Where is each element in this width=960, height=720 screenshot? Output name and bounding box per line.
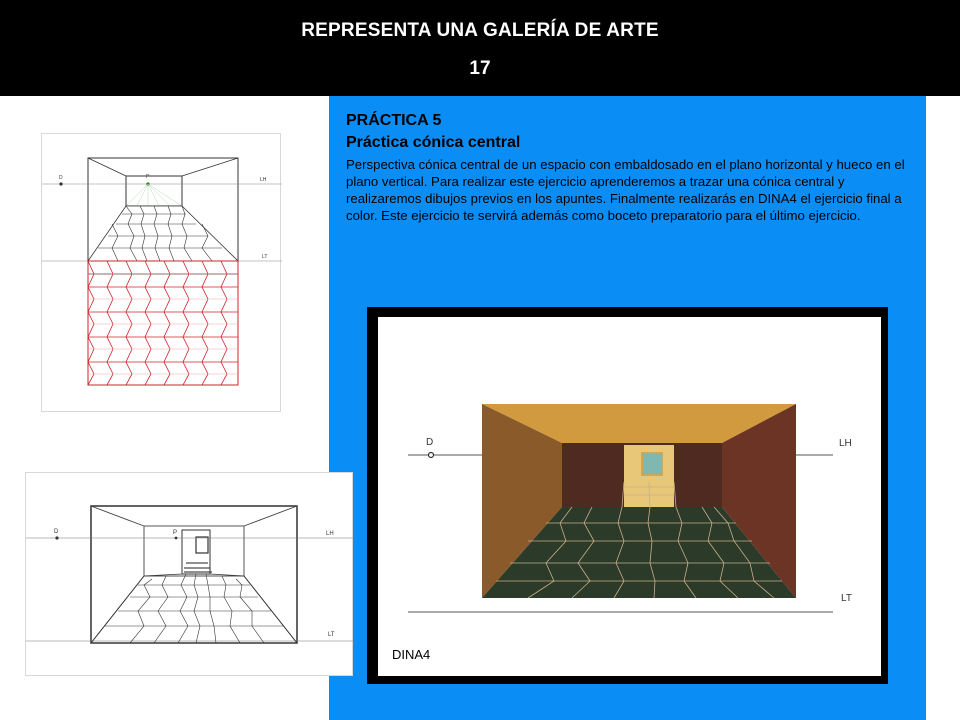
sketch-corridor-image [26,473,354,677]
dina4-label: DINA4 [392,647,431,662]
lt-label-2: LT [328,632,335,638]
sketch-red-tiles-image [42,134,282,413]
final-d-label: D [426,437,434,448]
practice-subheading: Práctica cónica central [346,134,521,151]
sketch-corridor [25,472,353,676]
final-lt-label: LT [841,593,852,604]
page-title: REPRESENTA UNA GALERÍA DE ARTE [301,20,659,41]
final-lh-label: LH [839,438,852,449]
header-bar [0,0,960,96]
page-number: 17 [469,58,491,79]
p-label: P [146,174,150,180]
lt-label: LT [262,254,268,260]
final-drawing [378,317,881,676]
final-drawing-image [378,317,881,676]
p-label-2: P [173,530,178,536]
sketch-red-tiles [41,133,281,412]
lh-label: LH [260,177,267,183]
practice-description: Perspectiva cónica central de un espacio con embaldosado en el plano horizontal y hueco en el plano vertical. Para realizar este ejercicio aprenderemos a trazar una cónica central y realizaremos dibujos previos en los apuntes. Finalmente realizarás en DINA4 el ejercicio final a color. Este ejercicio te servirá además como boceto preparatorio para el último ejercicio. [346,157,905,223]
d-label-2: D [54,529,59,535]
lh-label-2: LH [326,531,334,537]
d-label: D [59,175,63,181]
practice-heading: PRÁCTICA 5 [346,112,442,129]
